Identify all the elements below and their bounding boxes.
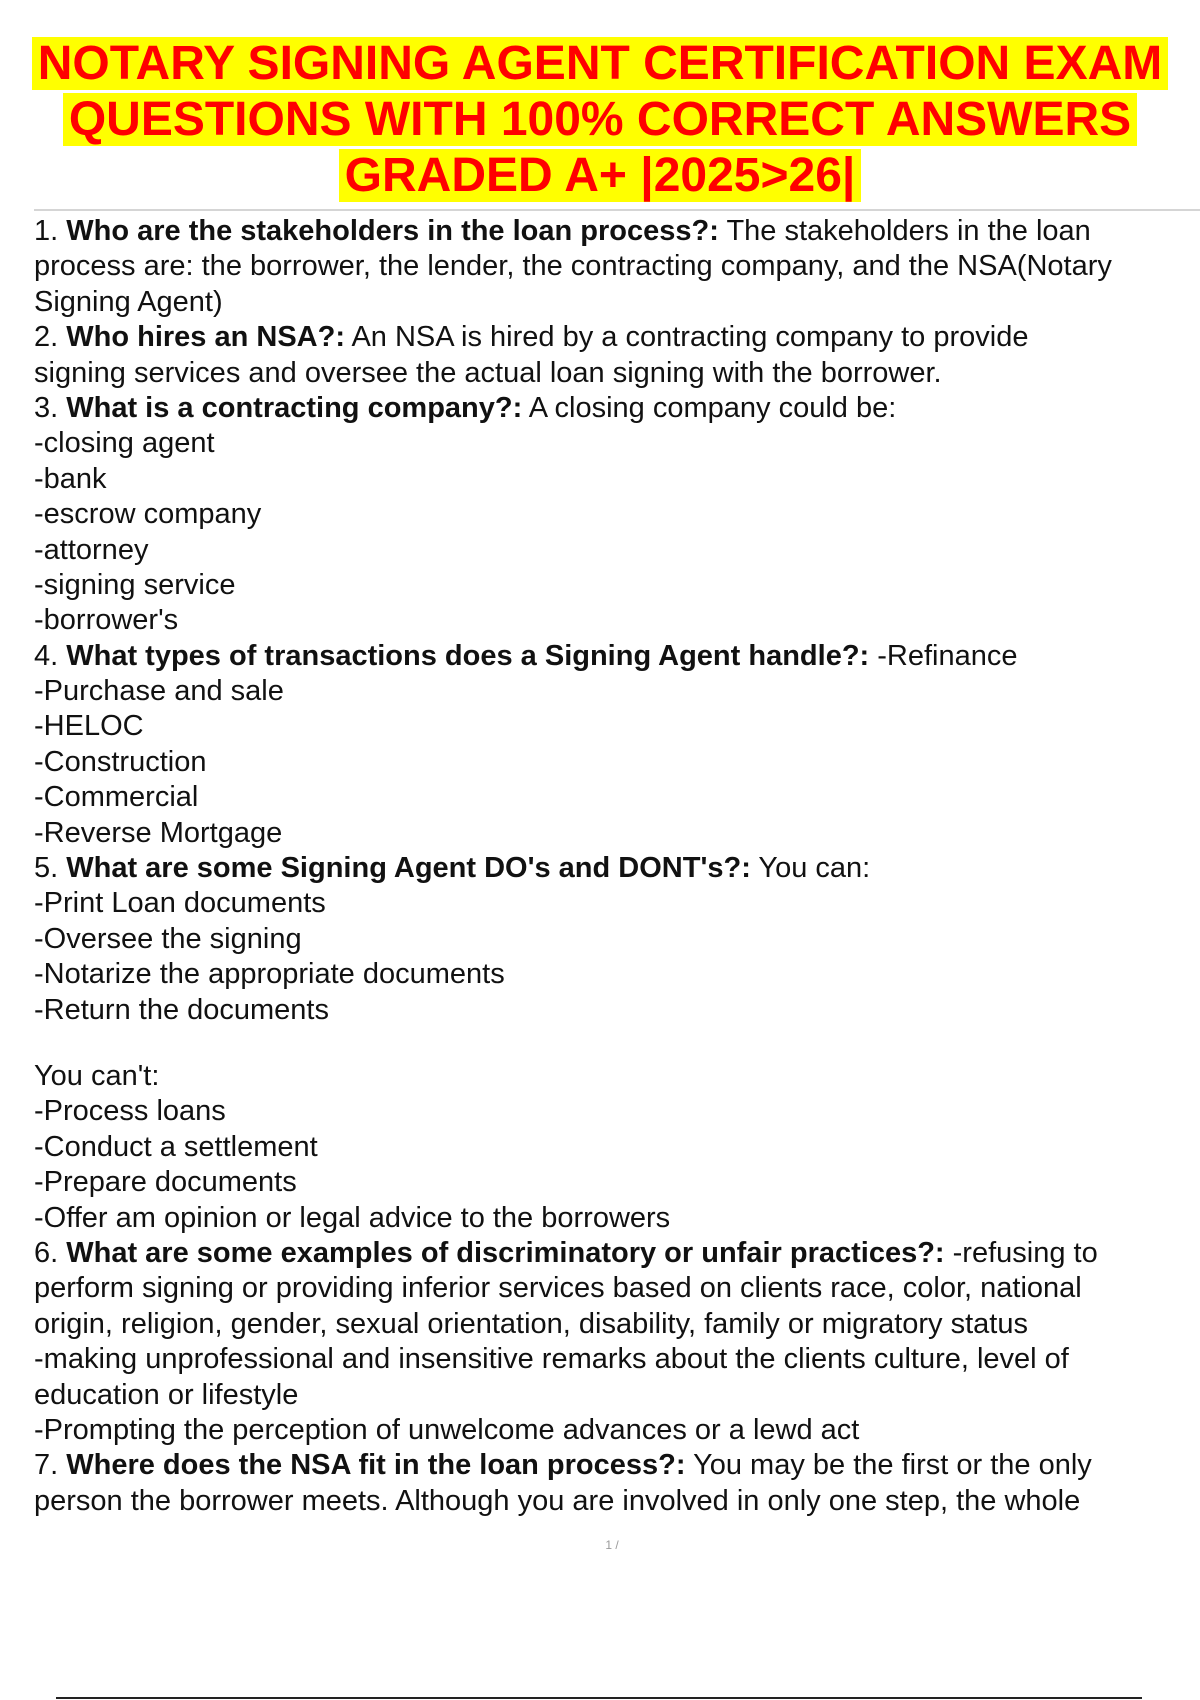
- question-5-number: 5.: [34, 852, 67, 885]
- question-5-answer-line: You can't:: [34, 1059, 160, 1092]
- question-7-answer-line: person the borrower meets. Although you are involved in only one step, the whole: [34, 1484, 1081, 1517]
- question-5-answer-start: You can:: [750, 852, 871, 885]
- question-4-heading: [34, 639, 1200, 674]
- question-5-answer-line: -Conduct a settlement: [34, 1130, 318, 1163]
- question-1-answer-line: Signing Agent): [34, 285, 223, 318]
- blank-line: [34, 1028, 1200, 1059]
- question-3-answer-line: -signing service: [34, 568, 236, 601]
- question-3-answer-line: -bank: [34, 462, 107, 495]
- page-number: 1 /: [605, 1538, 619, 1552]
- question-5-answer-line: -Offer am opinion or legal advice to the borrowers: [34, 1201, 671, 1234]
- question-2-heading: [34, 320, 1200, 355]
- question-4-text: What types of transactions does a Signing Agent handle?:: [66, 639, 870, 672]
- question-5-answer-line: -Oversee the signing: [34, 922, 302, 955]
- question-6-answer-start: -refusing to: [944, 1236, 1098, 1269]
- question-2-answer-start: An NSA is hired by a contracting company to provide: [344, 321, 1029, 354]
- question-3-number: 3.: [34, 391, 67, 424]
- question-2-number: 2.: [34, 321, 67, 354]
- title-line-3: GRADED A+ |2025>26|: [0, 148, 1200, 204]
- question-1-text: Who are the stakeholders in the loan process?:: [66, 215, 719, 247]
- question-3-text: What is a contracting company?:: [66, 391, 523, 424]
- question-3-answer-line: -escrow company: [34, 498, 262, 531]
- question-6-number: 6.: [34, 1236, 67, 1269]
- question-5-answer-line: -Prepare documents: [34, 1166, 297, 1199]
- title-line-1: NOTARY SIGNING AGENT CERTIFICATION EXAM: [0, 36, 1200, 92]
- question-5-answer-line: -Notarize the appropriate documents: [34, 958, 505, 991]
- question-7-answer-start: You may be the first or the only: [685, 1449, 1092, 1482]
- footer-divider: [56, 1697, 1142, 1699]
- questions-list: [34, 214, 1200, 1519]
- question-3-answer-line: -borrower's: [34, 604, 179, 637]
- title-line-2: QUESTIONS WITH 100% CORRECT ANSWERS: [0, 92, 1200, 148]
- question-4-number: 4.: [34, 639, 67, 672]
- title-divider: [34, 209, 1200, 211]
- question-5-answer-line: -Process loans: [34, 1095, 226, 1128]
- question-2-text: Who hires an NSA?:: [66, 321, 345, 354]
- question-5-text: What are some Signing Agent DO's and DONT's?:: [66, 852, 751, 885]
- document-title: [0, 36, 1200, 204]
- question-1-heading: [34, 214, 1200, 249]
- question-5-answer-line: -Return the documents: [34, 993, 329, 1026]
- question-2-answer-line: signing services and oversee the actual loan signing with the borrower.: [34, 356, 942, 389]
- question-1-answer-line: process are: the borrower, the lender, the contracting company, and the NSA(Notary: [34, 250, 1112, 283]
- question-6-answer-line: -Prompting the perception of unwelcome advances or a lewd act: [34, 1413, 860, 1446]
- question-7-text: Where does the NSA fit in the loan process?:: [66, 1449, 686, 1482]
- question-6-answer-line: education or lifestyle: [34, 1378, 299, 1411]
- question-7-heading: [34, 1448, 1200, 1483]
- question-3-answer-start: A closing company could be:: [522, 391, 897, 424]
- question-1-number: 1.: [34, 215, 67, 247]
- question-3-answer-line: -attorney: [34, 533, 149, 566]
- question-6-heading: [34, 1236, 1200, 1271]
- question-4-answer-start: -Refinance: [869, 639, 1018, 672]
- question-6-answer-line: perform signing or providing inferior services based on clients race, color, national: [34, 1272, 1082, 1305]
- question-4-answer-line: -Commercial: [34, 781, 199, 814]
- question-7-number: 7.: [34, 1449, 67, 1482]
- question-5-answer-line: -Print Loan documents: [34, 887, 326, 920]
- question-6-answer-line: -making unprofessional and insensitive remarks about the clients culture, level of: [34, 1343, 1069, 1376]
- question-4-answer-line: -Construction: [34, 745, 207, 778]
- question-1-answer-start: The stakeholders in the loan: [718, 215, 1091, 247]
- question-5-heading: [34, 851, 1200, 886]
- question-3-heading: [34, 391, 1200, 426]
- question-4-answer-line: -Reverse Mortgage: [34, 816, 283, 849]
- question-4-answer-line: -HELOC: [34, 710, 144, 743]
- question-3-answer-line: -closing agent: [34, 427, 215, 460]
- question-6-text: What are some examples of discriminatory or unfair practices?:: [66, 1236, 945, 1269]
- question-6-answer-line: origin, religion, gender, sexual orientation, disability, family or migratory status: [34, 1307, 1028, 1340]
- question-4-answer-line: -Purchase and sale: [34, 675, 284, 708]
